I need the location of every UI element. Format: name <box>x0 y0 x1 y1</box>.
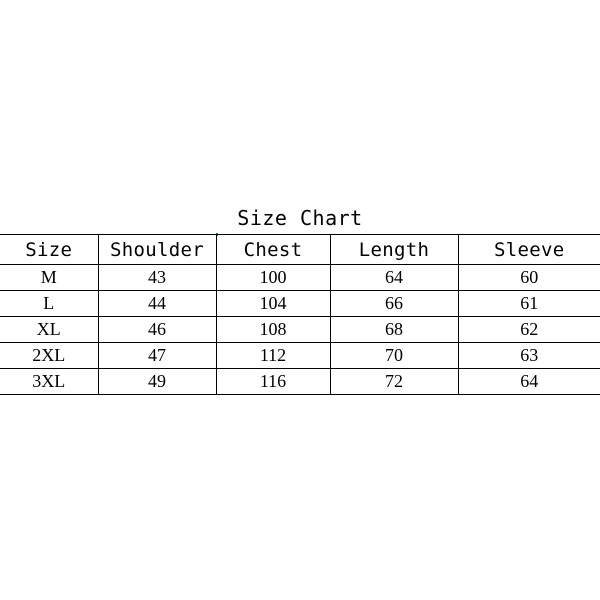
length-cell: 68 <box>330 317 458 343</box>
sleeve-cell: 63 <box>458 343 600 369</box>
shoulder-cell: 47 <box>98 343 216 369</box>
size-chart-table <box>0 234 600 395</box>
chest-cell: 116 <box>216 369 330 395</box>
chest-cell: 108 <box>216 317 330 343</box>
size-cell: 3XL <box>0 369 98 395</box>
column-header-size: Size <box>0 235 98 265</box>
size-cell: M <box>0 265 98 291</box>
table-row <box>0 265 600 291</box>
size-cell: L <box>0 291 98 317</box>
sleeve-cell: 61 <box>458 291 600 317</box>
length-cell: 66 <box>330 291 458 317</box>
table-row <box>0 343 600 369</box>
length-cell: 64 <box>330 265 458 291</box>
column-header-sleeve: Sleeve <box>458 235 600 265</box>
sleeve-cell: 64 <box>458 369 600 395</box>
table-row <box>0 291 600 317</box>
length-cell: 70 <box>330 343 458 369</box>
table-header-row <box>0 235 600 265</box>
column-header-chest: Chest <box>216 235 330 265</box>
shoulder-cell: 43 <box>98 265 216 291</box>
shoulder-cell: 49 <box>98 369 216 395</box>
length-cell: 72 <box>330 369 458 395</box>
size-cell: 2XL <box>0 343 98 369</box>
chest-cell: 100 <box>216 265 330 291</box>
table-row <box>0 317 600 343</box>
table-row <box>0 369 600 395</box>
column-header-shoulder: Shoulder <box>98 235 216 265</box>
shoulder-cell: 46 <box>98 317 216 343</box>
size-chart-title: Size Chart <box>237 206 363 230</box>
chest-cell: 104 <box>216 291 330 317</box>
size-cell: XL <box>0 317 98 343</box>
sleeve-cell: 60 <box>458 265 600 291</box>
column-header-length: Length <box>330 235 458 265</box>
chest-cell: 112 <box>216 343 330 369</box>
sleeve-cell: 62 <box>458 317 600 343</box>
shoulder-cell: 44 <box>98 291 216 317</box>
